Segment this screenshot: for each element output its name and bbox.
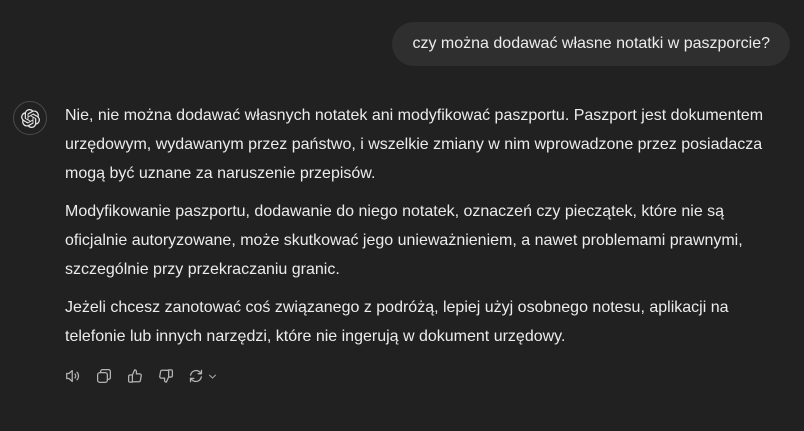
- assistant-paragraph-3: Jeżeli chcesz zanotować coś związanego z podróżą, lepiej użyj osobnego notesu, aplikacji na telefonie lub innych narzędzi, które nie ingerują w dokument urzędowy.: [65, 299, 729, 345]
- good-response-button[interactable]: [122, 363, 148, 389]
- user-message-row: [0, 0, 804, 66]
- openai-logo-icon: [21, 109, 40, 128]
- bad-response-button[interactable]: [153, 363, 179, 389]
- regenerate-icon: [187, 367, 205, 385]
- regenerate-button[interactable]: [184, 363, 221, 389]
- read-aloud-button[interactable]: [60, 363, 86, 389]
- assistant-paragraph-2: Modyfikowanie paszportu, dodawanie do niego notatek, oznaczeń czy pieczątek, które nie są oficjalnie autoryzowane, może skutkować jego unieważnieniem, a nawet problemami prawnymi, szczególnie przy przekraczaniu granic.: [65, 203, 743, 278]
- assistant-paragraph-1: Nie, nie można dodawać własnych notatek ani modyfikować paszportu. Paszport jest dokumentem urzędowym, wydawanym przez państwo, i wszelkie zmiany w nim wprowadzone przez posiadacza mogą być uznane za naruszenie przepisów.: [65, 107, 764, 182]
- speaker-icon: [64, 367, 82, 385]
- user-message-text: czy można dodawać własne notatki w paszporcie?: [412, 35, 770, 52]
- assistant-avatar: [13, 101, 47, 135]
- assistant-message-row: [0, 66, 804, 389]
- chevron-down-icon: [207, 371, 218, 382]
- thumbs-down-icon: [157, 367, 175, 385]
- user-message-bubble: [392, 22, 790, 66]
- message-action-bar: [60, 363, 773, 389]
- thumbs-up-icon: [126, 367, 144, 385]
- assistant-message-body: [65, 101, 773, 389]
- copy-icon: [95, 367, 113, 385]
- copy-button[interactable]: [91, 363, 117, 389]
